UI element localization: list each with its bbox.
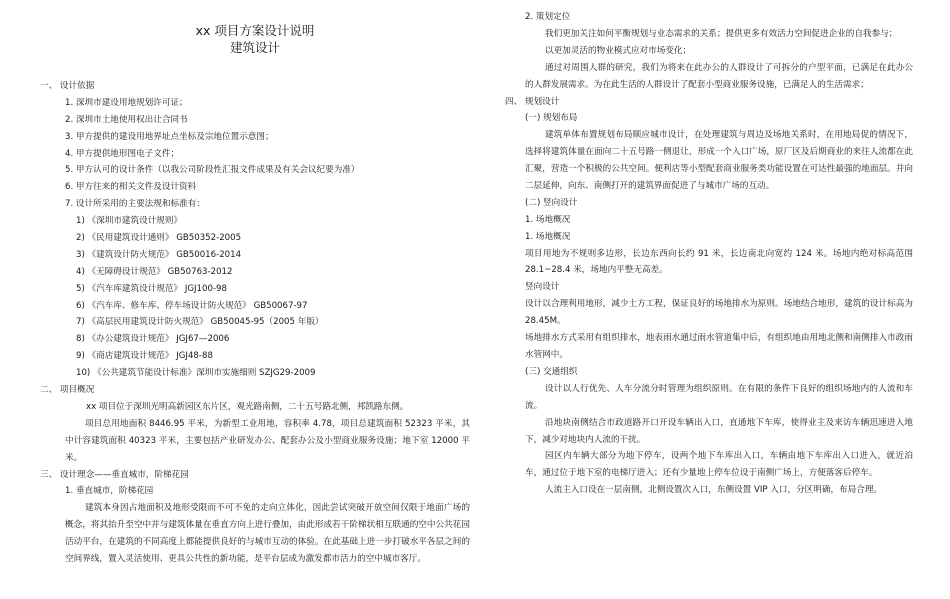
section-2-heading: 二、 项目概况 — [40, 385, 95, 396]
code-item: 1) 《深圳市建筑设计规则》 — [76, 216, 183, 227]
positioning-paragraph-2: 以更加灵活的物业模式应对市场变化； — [545, 45, 692, 56]
code-item: 4) 《无障碍设计规范》 GB50763-2012 — [76, 266, 233, 277]
code-item: 10) 《公共建筑节能设计标准》深圳市实施细则 SZJG29-2009 — [76, 368, 316, 379]
basis-item: 1. 深圳市建设用地规划许可证； — [65, 97, 188, 108]
section-1-heading: 一、 设计依据 — [40, 81, 95, 91]
vertical-paragraph: 设计以合理利用地形，减少土方工程，保证良好的场地排水为原则。场地结合地形，建筑的设计标高为 28.45M。 — [525, 299, 913, 327]
site-overview-subheading: 1. 场地概况 — [525, 231, 571, 242]
code-item: 2) 《民用建筑设计通则》 GB50352-2005 — [76, 233, 242, 244]
vertical-subheading: 竖向设计 — [525, 282, 560, 293]
positioning-paragraph-3: 通过对周围人群的研究，我们为将来在此办公的人群设计了可拆分的户型平面，已满足在此办公的人群发展需求。为在此生活的人群设计了配套小型商业服务设施，已满足人的生活需求； — [525, 62, 913, 90]
site-overview-heading: 1. 场地概况 — [525, 214, 571, 225]
drainage-paragraph: 场地排水方式采用有组织排水，地表雨水通过雨水管道集中后，有组织地由用地北侧和南侧排入市政雨水管网中。 — [525, 333, 913, 360]
overview-paragraph-2: 项目总用地面积 8446.95 平米，为新型工业用地，容积率 4.78，项目总建筑面积 52323 平米，其中计容建筑面积 40323 平米，主要包括产业研发办公、配套办公及小型商业服务设施；地下室 12000 平米。 — [65, 418, 470, 463]
code-item: 6) 《汽车库、修车库、停车场设计防火规范》 GB50067-97 — [76, 300, 308, 311]
positioning-heading: 2. 策划定位 — [525, 12, 571, 22]
basis-item: 3. 甲方提供的建设用地界址点坐标及宗地位置示意图； — [65, 131, 274, 142]
left-column — [40, 0, 470, 568]
traffic-paragraph-2: 沿地块南侧结合市政道路开口开设车辆出入口，直通地下车库，使得业主及来访车辆迅速进入地下，减少对地块内人流的干扰。 — [525, 417, 913, 445]
basis-item: 2. 深圳市土地使用权出让合同书 — [65, 114, 188, 125]
section-3-subheading: 1. 垂直城市，阶梯花园 — [65, 486, 154, 497]
doc-subtitle: 建筑设计 — [229, 40, 280, 55]
doc-title: xx 项目方案设计说明 — [195, 23, 315, 38]
vertical-design-heading: (二) 竖向设计 — [525, 197, 578, 208]
positioning-paragraph-1: 我们更加关注如何平衡规划与业态需求的关系；提供更多有效活力空间促进企业的自我参与； — [545, 28, 898, 39]
basis-list — [40, 95, 470, 213]
layout-paragraph: 建筑单体布置规划布局顺应城市设计，在处理建筑与周边及场地关系时，在用地局促的情况下，选择将建筑体量在面向二十五号路一侧退让，形成一个入口广场，原厂区及后期商业的来往人流都在此汇聚，营造一个积极的公共空间。便利店等小型配套商业服务类功能设置在可达性最强的地面层。并向二层延伸，向东、南侧打开的建筑界面促进了与城市广场的互动。 — [525, 130, 913, 191]
code-item: 5) 《汽车库建筑设计规范》 JGJ100-98 — [76, 283, 227, 294]
overview-paragraph-1: xx 项目位于深圳光明高新园区东片区，观光路南侧，二十五号路北侧，邦凯路东侧。 — [86, 401, 409, 412]
section-3-paragraph: 建筑本身因占地面积及地形受限而不可不免的走向立体化，因此尝试突破开放空间仅限于地面广场的概念，将其抬升至空中并与建筑体量在垂直方向上进行叠加，由此形成若干阶梯状相互联通的空中公共花园活动平台，在建筑的不同高度上都能提供良好的与城市互动的体验。在此基础上进一步打破水平各层之间的空间界线，置入灵活使用、更具公共性的新功能，是平台层成为激发都市活力的空中城市客厅。 — [65, 503, 470, 565]
basis-item: 5. 甲方认可的设计条件（以我公司阶段性汇报文件成果及有关会议纪要为准） — [65, 165, 360, 176]
code-item: 8) 《办公建筑设计规范》 JGJ67—2006 — [76, 334, 230, 345]
traffic-paragraph-3: 园区内车辆大部分为地下停车，设两个地下车库出入口，车辆由地下车库出入口进入，就近泊车，通过位于地下室的电梯厅进入；还有少量地上停车位设于南侧广场上，方便落客后停车。 — [525, 451, 913, 479]
traffic-paragraph-1: 设计以人行优先、人车分流分时管理为组织原则。在有限的条件下良好的组织场地内的人流和车流。 — [525, 383, 913, 411]
code-item: 7) 《高层民用建筑设计防火规范》 GB50045-95（2005 年版） — [76, 317, 324, 328]
layout-heading: (一) 规划布局 — [525, 113, 578, 124]
code-item: 3) 《建筑设计防火规范》 GB50016-2014 — [76, 249, 242, 260]
codes-list — [40, 213, 470, 382]
site-paragraph: 项目用地为不规则多边形，长边东西向长约 91 米，长边南北向宽约 124 米。场地内绝对标高范围 28.1~28.4 米，场地内平整无高差。 — [525, 248, 913, 276]
section-3-heading: 三、 设计理念——垂直城市，阶梯花园 — [40, 469, 189, 480]
right-column — [505, 9, 913, 499]
basis-item: 6. 甲方往来的相关文件及设计资料 — [65, 182, 197, 193]
code-item: 9) 《商店建筑设计规范》 JGJ48-88 — [76, 351, 213, 362]
traffic-paragraph-4: 人流主入口设在一层南侧，北侧设置次入口，东侧设置 VIP 入口，分区明确，布局合理。 — [545, 485, 883, 496]
basis-item: 7. 设计所采用的主要法规和标准有： — [65, 199, 205, 210]
basis-item: 4. 甲方提供地形图电子文件； — [65, 148, 180, 159]
section-4-heading: 四、 规划设计 — [505, 96, 560, 107]
traffic-heading: (三) 交通组织 — [525, 366, 578, 377]
